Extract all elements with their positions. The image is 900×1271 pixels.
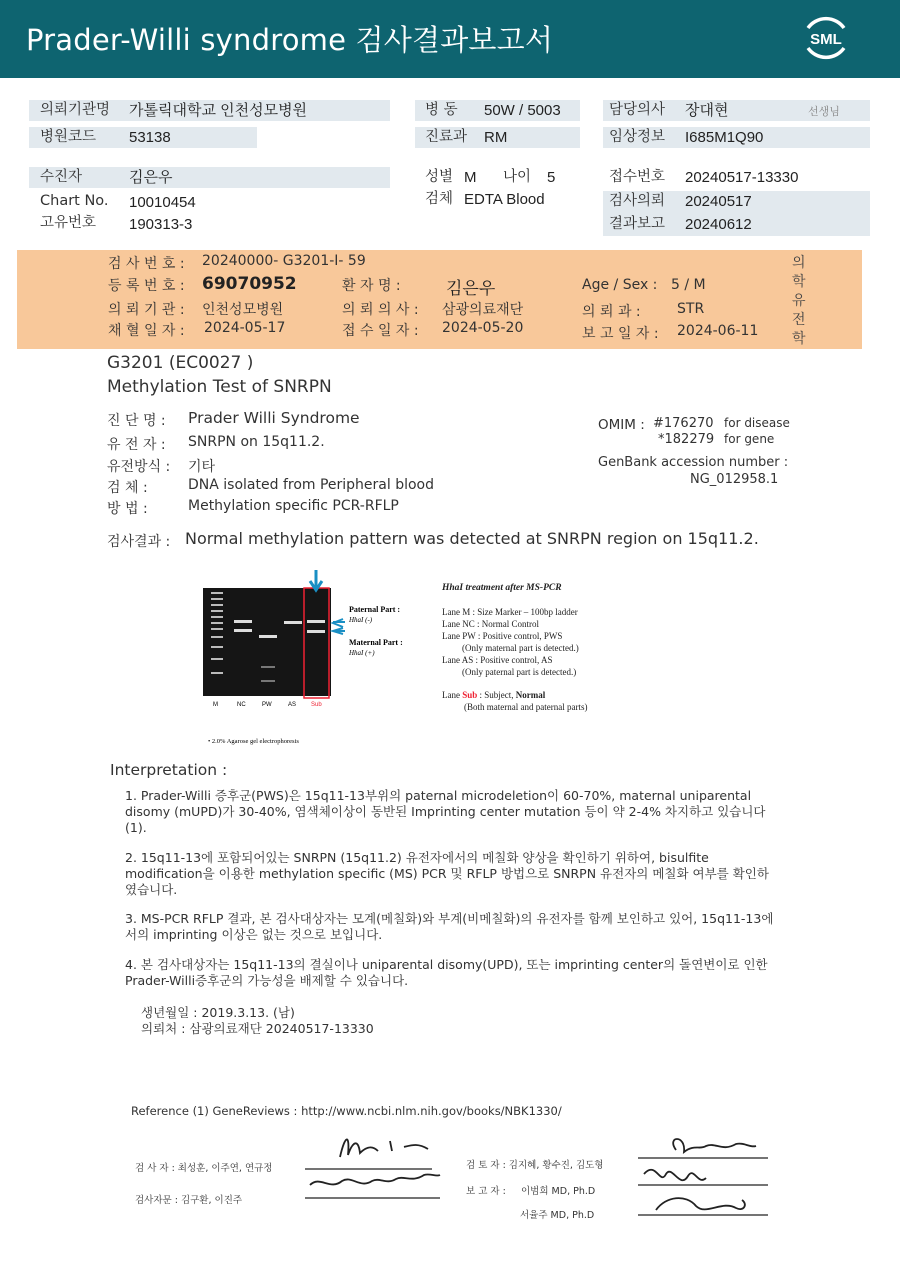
legend-line-5: Lane AS : Positive control, AS [442, 655, 553, 665]
request-label: 검사의뢰 [609, 193, 666, 209]
chart-label: Chart No. [40, 193, 109, 209]
result-label: 검사결과 : [107, 534, 171, 550]
reporter-label: 보 고 자 : [466, 1186, 506, 1197]
patient-label: 수진자 [40, 169, 83, 185]
legend-sub-line [442, 690, 545, 700]
band-patient: 김은우 [446, 279, 496, 299]
dx-value: Prader Willi Syndrome [188, 409, 360, 427]
band-collect-label: 채 혈 일 자 : [108, 323, 185, 339]
interp-p1: 1. Prader-Willi 증후군(PWS)은 15q11-13부위의 paternal microdeletion이 60-70%, maternal uniparental disomy (mUPD)가 30-40%, 염색체이상이 동반된 Imprinting center mutation 등이 약 2-4% 차지하고 있습니다 (1). [125, 788, 766, 835]
reviewer-signatures [636, 1130, 776, 1230]
figure-title: HhaI treatment after MS-PCR [442, 583, 562, 593]
interp-p3: 3. MS-PCR RFLP 결과, 본 검사대상자는 모계(메칠화)와 부계(비메칠화)의 유전자를 함께 보인하고 있어, 15q11-13에서의 imprinting 이상은 없는 것으로 보입니다. [125, 911, 774, 942]
omim-disease-note: for disease [724, 416, 790, 430]
ward-value: 50W / 5003 [484, 102, 561, 119]
reference: Reference (1) GeneReviews : http://www.ncbi.nlm.nih.gov/books/NBK1330/ [131, 1104, 562, 1118]
band-reqdoc-label: 의 뢰 의 사 : [342, 302, 419, 318]
band-report: 2024-06-11 [677, 323, 759, 339]
band-exam-no-label: 검 사 번 호 : [108, 256, 185, 272]
maternal-label: Maternal Part : [349, 638, 403, 647]
reviewers: 검 토 자 : 김지혜, 황수진, 김도형 [466, 1160, 604, 1171]
gene-label: 유 전 자 : [107, 437, 166, 453]
sml-logo [800, 12, 852, 64]
tester-signatures [300, 1125, 450, 1205]
gene-value: SNRPN on 15q11.2. [188, 434, 325, 450]
band-agesex-label: Age / Sex : [582, 277, 658, 293]
unique-label: 고유번호 [40, 215, 97, 231]
lane-label-as: AS [288, 702, 297, 708]
request-value: 20240517 [685, 193, 752, 210]
method-label: 방 법 : [107, 501, 148, 517]
legend-sub-red: Sub [462, 690, 478, 700]
lane-label-m: M [213, 702, 218, 708]
lane-label-sub: Sub [311, 702, 322, 708]
omim-gene: *182279 [658, 432, 715, 447]
omim-gene-note: for gene [724, 432, 775, 446]
legend-sub-bold: Normal [515, 690, 546, 700]
interp-p4: 4. 본 검사대상자는 15q11-13의 결실이나 uniparental disomy(UPD), 또는 imprinting center의 돌연변이로 인한 Prader-Willi증후군의 가능성을 배제할 수 있습니다. [125, 957, 768, 988]
band-reg-no-label: 등 록 번 호 : [108, 278, 185, 294]
hospital-label: 의뢰기관명 [40, 102, 111, 118]
legend-sub-pre: Lane [442, 690, 463, 700]
dept-value: RM [484, 129, 508, 146]
specimen-label: 검체 [425, 191, 454, 207]
method-value: Methylation specific PCR-RFLP [188, 498, 399, 514]
receipt-label: 접수번호 [609, 169, 666, 185]
hospital-value: 가톨릭대학교 인천성모병원 [129, 102, 308, 119]
band-patient-label: 환 자 명 : [342, 278, 401, 294]
genbank-value: NG_012958.1 [690, 472, 779, 487]
legend-sub-line-2: (Both maternal and paternal parts) [464, 702, 588, 712]
legend-line-2: Lane NC : Normal Control [442, 619, 539, 629]
band-reqdoc: 삼광의료재단 [442, 302, 524, 318]
legend-sub-post: : Subject, [477, 690, 516, 700]
reporter-2: 서율주 MD, Ph.D [520, 1210, 595, 1221]
doctor-value: 장대현 [685, 102, 729, 119]
report-header [0, 0, 900, 78]
clinical-label: 임상정보 [609, 129, 666, 145]
dx-label: 진 단 명 : [107, 413, 166, 429]
paternal-label: Paternal Part : [349, 605, 401, 614]
test-name: Methylation Test of SNRPN [107, 377, 332, 397]
band-report-label: 보 고 일 자 : [582, 326, 659, 342]
doctor-suffix: 선생님 [808, 105, 840, 118]
band-side-text: 의학유전학 [792, 255, 806, 347]
referrer: 의뢰처 : 삼광의료재단 20240517-13330 [141, 1021, 374, 1036]
patient-box [29, 167, 390, 188]
inherit-value: 기타 [188, 459, 216, 475]
age-value: 5 [547, 169, 556, 186]
result-value: Normal methylation pattern was detected at SNRPN region on 15q11.2. [185, 529, 759, 548]
omim-disease: #176270 [653, 416, 714, 431]
band-reqdept-label: 의 뢰 과 : [582, 304, 641, 320]
patient-value: 김은우 [129, 169, 173, 186]
paternal-sub: HhaI (-) [349, 616, 373, 624]
clinical-value: I685M1Q90 [685, 129, 764, 146]
ward-label: 병 동 [425, 102, 458, 118]
band-inst: 인천성모병원 [202, 302, 284, 318]
code-label: 병원코드 [40, 129, 97, 145]
legend-line-3: Lane PW : Positive control, PWS [442, 631, 563, 641]
sex-value: M [464, 169, 477, 186]
genbank-label: GenBank accession number : [598, 455, 789, 470]
legend-line-1: Lane M : Size Marker – 100bp ladder [442, 607, 578, 617]
reporter-1: 이범희 MD, Ph.D [521, 1186, 596, 1197]
sex-label: 성별 [425, 169, 454, 185]
lane-label-nc: NC [237, 702, 246, 708]
omim-label: OMIM : [598, 417, 645, 433]
interp-title: Interpretation : [110, 761, 228, 779]
receipt-value: 20240517-13330 [685, 169, 799, 186]
legend-line-6: (Only paternal part is detected.) [462, 667, 577, 677]
dept-label: 진료과 [425, 129, 468, 145]
band-recv: 2024-05-20 [442, 320, 524, 336]
band-exam-no: 20240000- G3201-I- 59 [202, 253, 366, 269]
specimen-method-value: DNA isolated from Peripheral blood [188, 477, 435, 493]
report-title: Prader-Willi syndrome 검사결과보고서 [26, 23, 554, 57]
band-reg-no: 69070952 [202, 274, 297, 294]
gel-image [195, 568, 435, 748]
age-label: 나이 [503, 169, 532, 185]
test-code: G3201 (EC0027 ) [107, 353, 254, 373]
report-value: 20240612 [685, 216, 752, 233]
chart-value: 10010454 [129, 194, 196, 211]
code-value: 53138 [129, 129, 171, 146]
report-label: 결과보고 [609, 216, 666, 232]
testers: 검 사 자 : 최성훈, 이주연, 연규정 [135, 1163, 273, 1174]
inherit-label: 유전방식 : [107, 459, 171, 475]
legend-line-4: (Only maternal part is detected.) [462, 643, 579, 653]
down-arrow-icon [310, 570, 322, 590]
logo-text: SML [810, 31, 842, 48]
gel-footnote: • 2.0% Agarose gel electrophoresis [208, 738, 299, 745]
band-agesex: 5 / M [671, 277, 706, 293]
interp-p2: 2. 15q11-13에 포함되어있는 SNRPN (15q11.2) 유전자에서의 메칠화 양상을 확인하기 위하여, bisulfite modification을 이용한 methylation specific (MS) PCR 및 RFLP 방법으로 SNRPN 유전자의 메칠화 여부를 확인하였습니다. [125, 850, 769, 897]
lane-label-pw: PW [262, 702, 272, 708]
dob: 생년월일 : 2019.3.13. (남) [141, 1005, 295, 1020]
specimen-value: EDTA Blood [464, 191, 545, 208]
maternal-sub: HhaI (+) [349, 649, 375, 657]
doctor-label: 담당의사 [609, 102, 666, 118]
band-collect: 2024-05-17 [204, 320, 286, 336]
band-inst-label: 의 뢰 기 관 : [108, 302, 185, 318]
specimen-method-label: 검 체 : [107, 480, 148, 496]
band-recv-label: 접 수 일 자 : [342, 323, 419, 339]
advisors: 검사자문 : 김구환, 이진주 [135, 1195, 243, 1206]
band-reqdept: STR [677, 301, 705, 317]
unique-value: 190313-3 [129, 216, 193, 233]
